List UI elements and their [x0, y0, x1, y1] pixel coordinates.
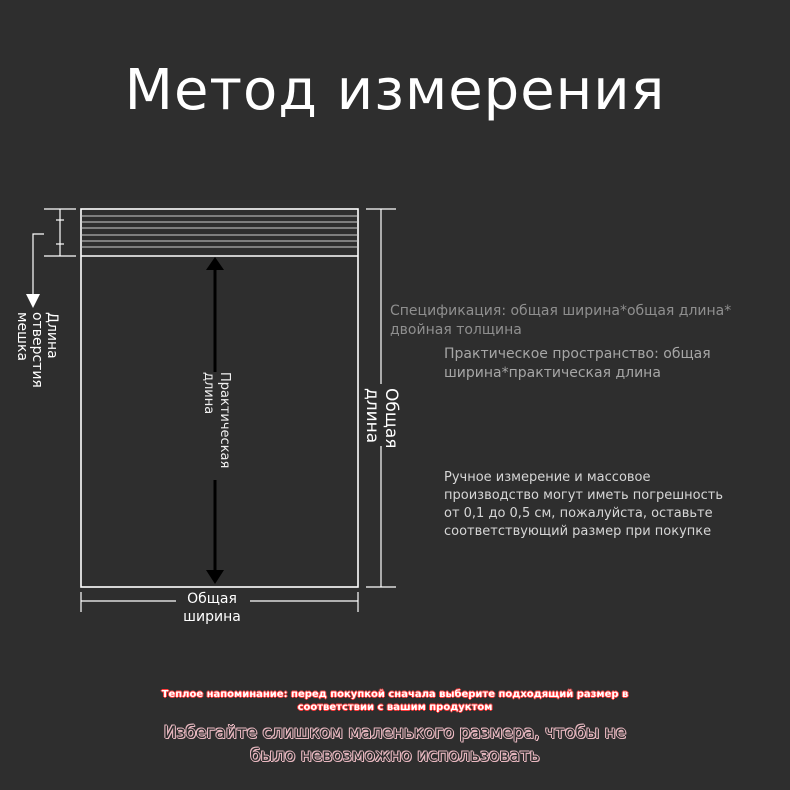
hole-length-label: Длина отверстия мешка	[14, 312, 60, 388]
zipper-lines	[81, 216, 358, 247]
page-title: Метод измерения	[124, 58, 666, 123]
down-arrow-icon	[26, 294, 40, 308]
reminder-tip: Теплое напоминание: перед покупкой сначала выберите подходящий размер в соответствии с вашим продуктом	[161, 689, 629, 713]
total-width-label: Общая ширина	[183, 591, 241, 625]
measurement-error-note: Ручное измерение и массовое производство могут иметь погрешность от 0,1 до 0,5 см, пожалуйста, оставьте соответствующий размер при покупке	[444, 470, 724, 539]
practical-space-note: Практическое пространство: общая ширина*практическая длина	[444, 346, 711, 381]
hole-length-dimension	[33, 209, 76, 296]
specification-note: Спецификация: общая ширина*общая длина* двойная толщина	[390, 303, 732, 338]
practical-length-label: Практическая длина	[201, 372, 232, 469]
size-warning: Избегайте слишком маленького размера, чтобы не было невозможно использовать	[163, 723, 627, 766]
total-length-label: Общая длина	[362, 388, 401, 449]
